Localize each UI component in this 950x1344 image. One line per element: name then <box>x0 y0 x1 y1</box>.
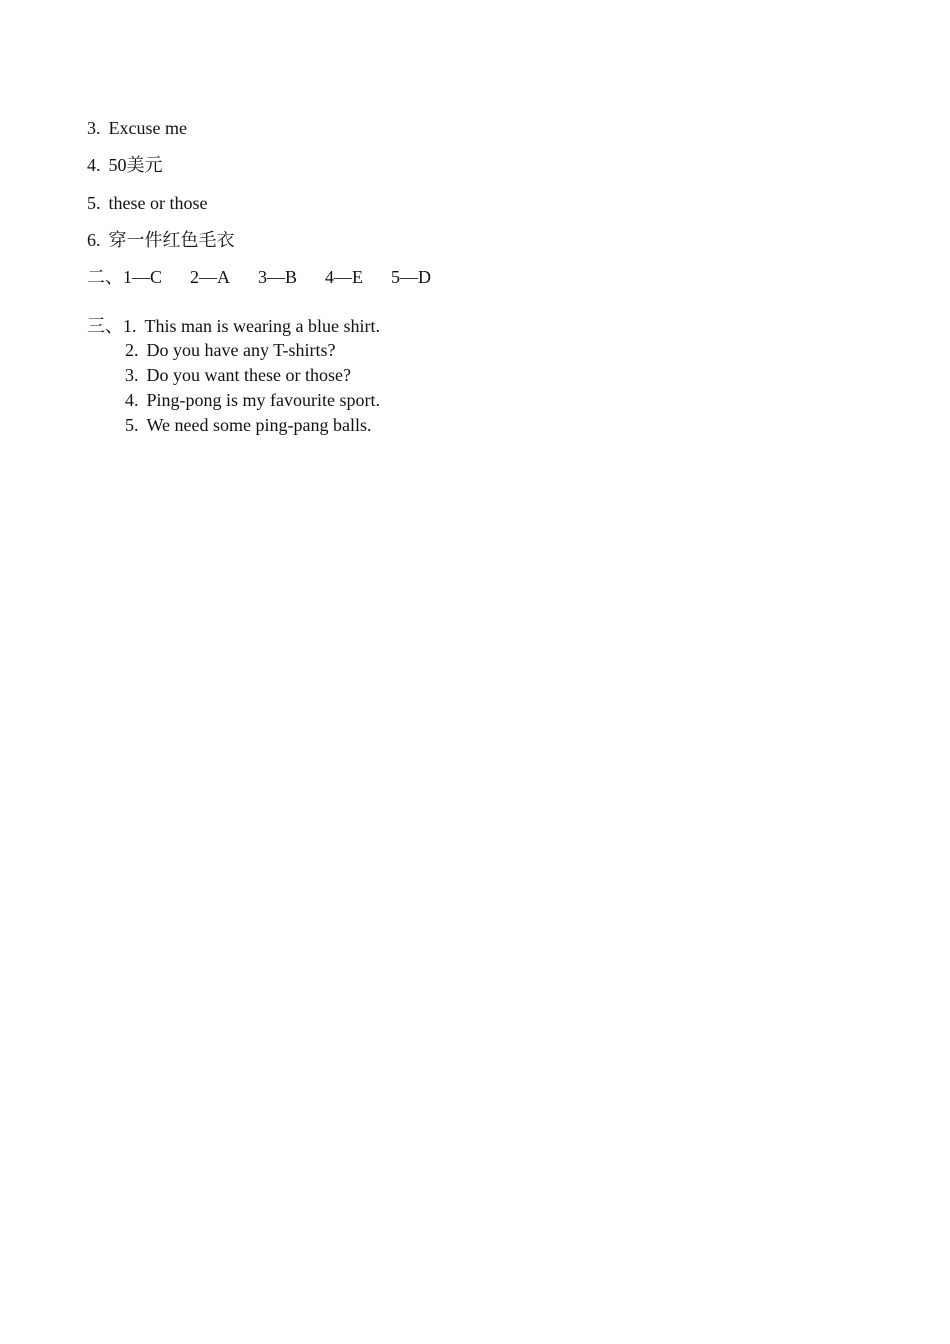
item-number: 3. <box>87 118 101 138</box>
item-number: 4. <box>125 390 139 410</box>
part1-item-6 <box>87 229 235 251</box>
match-answer: 4—E <box>325 267 364 287</box>
part3-item-5 <box>125 414 372 436</box>
match-answer: 5—D <box>391 267 432 287</box>
item-number: 6. <box>87 230 101 250</box>
part3-item-4 <box>125 389 380 411</box>
match-answer: 3—B <box>258 267 298 287</box>
part3-item-2 <box>125 339 335 361</box>
section-label: 三、 <box>87 316 123 336</box>
sentence: Ping-pong is my favourite sport. <box>146 390 380 410</box>
sentence: Do you have any T-shirts? <box>146 340 336 360</box>
part1-item-3 <box>87 117 187 139</box>
part2-matching-row <box>87 266 459 288</box>
item-number: 4. <box>87 155 101 175</box>
sentence: Do you want these or those? <box>146 365 351 385</box>
part1-item-5 <box>87 192 207 214</box>
item-number: 3. <box>125 365 139 385</box>
match-answer: 2—A <box>190 267 231 287</box>
item-answer: 穿一件红色毛衣 <box>108 230 235 250</box>
item-answer: 50美元 <box>108 155 163 175</box>
item-number: 1. <box>123 316 137 336</box>
item-answer: Excuse me <box>108 118 187 138</box>
item-answer: these or those <box>108 193 208 213</box>
item-number: 2. <box>125 340 139 360</box>
part3-item-1 <box>87 315 380 337</box>
item-number: 5. <box>125 415 139 435</box>
section-label: 二、 <box>87 267 123 287</box>
sentence: We need some ping-pang balls. <box>146 415 372 435</box>
part3-item-3 <box>125 364 351 386</box>
part1-item-4 <box>87 154 163 176</box>
match-answer: 1—C <box>123 267 163 287</box>
sentence: This man is wearing a blue shirt. <box>144 316 380 336</box>
item-number: 5. <box>87 193 101 213</box>
